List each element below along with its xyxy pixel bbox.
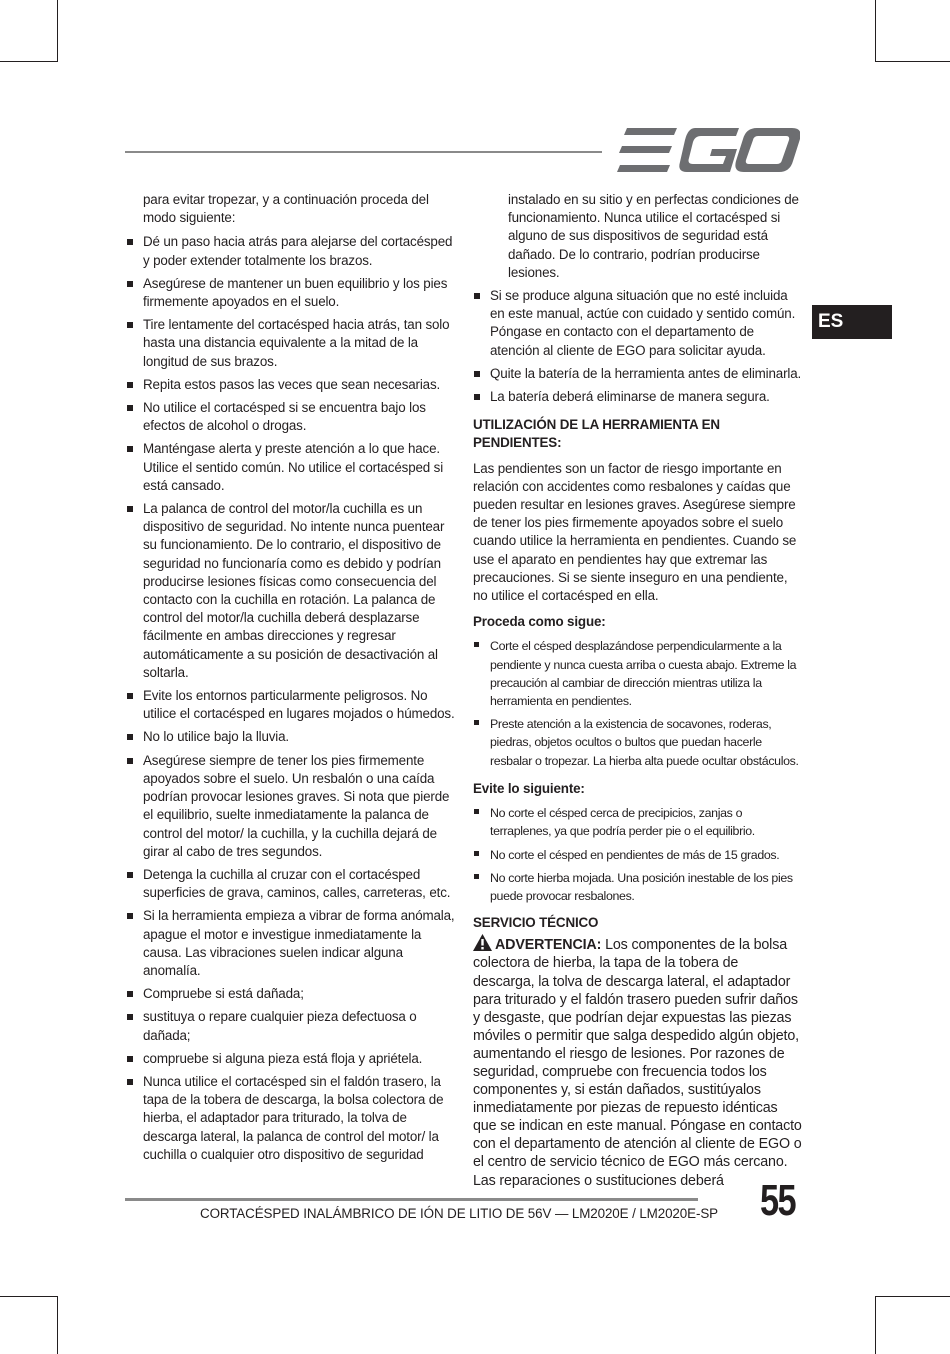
warning-paragraph (473, 934, 803, 1189)
service-heading: SERVICIO TÉCNICO (473, 915, 599, 931)
proceed-heading: Proceda como sigue: (473, 614, 606, 630)
crop-mark (57, 0, 58, 62)
list-item: Preste atención a la existencia de socavones, roderas, piedras, objetos ocultos o bultos que puedan hacerle resbalar o tropezar. La hierba alta puede ocultar obstáculos. (473, 715, 803, 770)
crop-mark (875, 61, 950, 62)
list-item: Repita estos pasos las veces que sean necesarias. (126, 376, 458, 394)
list-item: Evite los entornos particularmente peligrosos. No utilice el cortacésped en lugares mojados o húmedos. (126, 687, 458, 723)
list-item: Detenga la cuchilla al cruzar con el cortacésped superficies de grava, caminos, calles, carreteras, etc. (126, 866, 458, 902)
crop-mark (57, 1296, 58, 1354)
list-item: Corte el césped desplazándose perpendicularmente a la pendiente y nunca cuesta arriba o cuesta abajo. Extreme la precaución al cambiar de dirección mientras utiliza la herramienta en pendientes. (473, 637, 803, 710)
crop-mark (875, 1296, 876, 1354)
slopes-heading: UTILIZACIÓN DE LA HERRAMIENTA EN PENDIENTES: (473, 417, 720, 451)
list-item: Dé un paso hacia atrás para alejarse del cortacésped y poder extender totalmente los brazos. (126, 233, 458, 269)
list-item: Compruebe si está dañada; (126, 985, 458, 1003)
language-tab: ES (812, 305, 892, 339)
list-item: Manténgase alerta y preste atención a lo que hace. Utilice el sentido común. No utilice el cortacésped si está cansado. (126, 440, 458, 495)
list-item: compruebe si alguna pieza está floja y apriétela. (126, 1050, 458, 1068)
list-item: Si la herramienta empieza a vibrar de forma anómala, apague el motor e investigue inmediatamente la causa. Las vibraciones suelen indicar alguna anomalía. (126, 907, 458, 980)
list-item: Asegúrese siempre de tener los pies firmemente apoyados sobre el suelo. Un resbalón o una caída podrían provocar lesiones graves. Si nota que pierde el equilibrio, suelte inmediatamente la palanca de control del motor/ la cuchilla, y la cuchilla dejará de girar al cabo de tres segundos. (126, 752, 458, 861)
intro-text: para evitar tropezar, y a continuación proceda del modo siguiente: (143, 192, 429, 226)
list-item: No lo utilice bajo la lluvia. (126, 728, 458, 746)
list-item: Si se produce alguna situación que no esté incluida en este manual, actúe con cuidado y sentido común. Póngase en contacto con el departamento de atención al cliente de EGO para solicitar ayuda. (473, 287, 803, 360)
header-rule (125, 151, 602, 153)
list-item: No corte hierba mojada. Una posición inestable de los pies puede provocar resbalones. (473, 869, 803, 905)
avoid-heading: Evite lo siguiente: (473, 780, 585, 796)
crop-mark (0, 1296, 58, 1297)
list-item: La batería deberá eliminarse de manera segura. (473, 388, 803, 406)
list-item: No corte el césped en pendientes de más de 15 grados. (473, 846, 803, 864)
list-item: Tire lentamente del cortacésped hacia atrás, tan solo hasta una distancia equivalente a la mitad de la longitud de sus brazos. (126, 316, 458, 371)
right-column (473, 191, 803, 1190)
list-item: Nunca utilice el cortacésped sin el faldón trasero, la tapa de la tobera de descarga, la bolsa colectora de hierba, el adaptador para triturado, la tolva de descarga lateral, la palanca de control del motor/ la cuchilla o cualquier otro dispositivo de seguridad (126, 1073, 458, 1164)
ego-logo (617, 128, 800, 172)
warning-text: Los componentes de la bolsa colectora de hierba, la tapa de la tobera de descarga, la tolva de descarga lateral, el adaptador para triturado y el faldón trasero pueden sufrir daños y desgaste, que podrían dejar expuestas las piezas móviles o permitir que salga despedido algún objeto, aumentando el riesgo de lesiones. Por razones de seguridad, compruebe con frecuencia todos los componentes y, si están dañados, sustitúyalos inmediatamente por piezas de repuesto idénticas que se indican en este manual. Póngase en contacto con el departamento de atención al cliente de EGO o el centro de servicio técnico de EGO más cercano. Las reparaciones o sustituciones deberá (473, 937, 802, 1189)
crop-mark (875, 0, 876, 62)
list-item: Asegúrese de mantener un buen equilibrio y los pies firmemente apoyados en el suelo. (126, 275, 458, 311)
crop-mark (875, 1296, 950, 1297)
list-item: No utilice el cortacésped si se encuentra bajo los efectos de alcohol o drogas. (126, 399, 458, 435)
footer-title: CORTACÉSPED INALÁMBRICO DE IÓN DE LITIO DE 56V — LM2020E / LM2020E-SP (200, 1206, 718, 1221)
list-item: sustituya o repare cualquier pieza defectuosa o dañada; (126, 1008, 458, 1044)
warning-label: ADVERTENCIA: (495, 937, 602, 954)
list-item: La palanca de control del motor/la cuchilla es un dispositivo de seguridad. No intente nunca puentear su funcionamiento. De lo contrario, el dispositivo de seguridad no funcionaría como es debido y podrían producirse lesiones físicas como consecuencia del contacto con la cuchilla en rotación. La palanca de control del motor/la cuchilla deberá desplazarse fácilmente en ambas direcciones y regresar automáticamente a su posición de desactivación al soltarla. (126, 500, 458, 682)
footer-rule (125, 1198, 698, 1201)
slopes-text: Las pendientes son un factor de riesgo importante en relación con accidentes como resbalones y caídas que pueden resultar en lesiones graves. Asegúrese siempre de tener los pies firmemente apoyados sobre el suelo cuando utilice la herramienta en pendientes. Cuando se use el aparato en pendientes hay que extremar las precauciones. Si se siente inseguro en una pendiente, no utilice el cortacésped en ella. (473, 460, 797, 604)
list-item: Quite la batería de la herramienta antes de eliminarla. (473, 365, 803, 383)
continuation-text: instalado en su sitio y en perfectas condiciones de funcionamiento. Nunca utilice el cortacésped si alguno de sus dispositivos de seguridad está dañado. De lo contrario, podrían producirse lesiones. (508, 192, 799, 280)
warning-icon (473, 934, 492, 951)
crop-mark (0, 61, 58, 62)
list-item: No corte el césped cerca de precipicios, zanjas o terraplenes, ya que podría perder pie o el equilibrio. (473, 804, 803, 840)
page-number: 55 (760, 1176, 796, 1225)
left-column (126, 191, 458, 1164)
